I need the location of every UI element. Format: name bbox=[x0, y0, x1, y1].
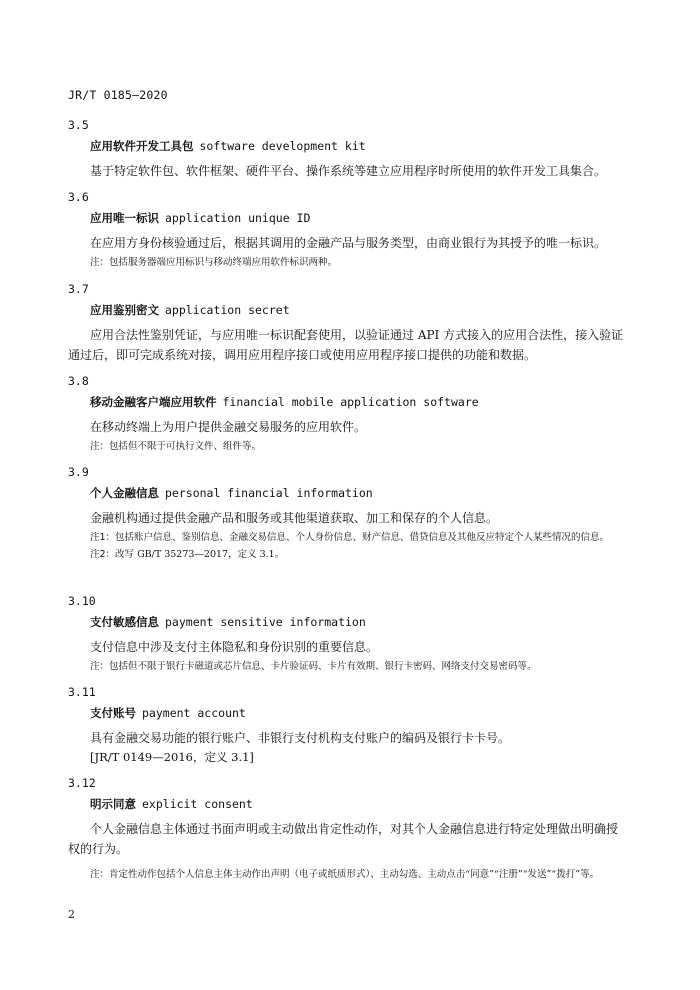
clause-number: 3.9 bbox=[68, 465, 89, 479]
term-zh: 应用唯一标识 bbox=[90, 211, 159, 225]
term-en: software development kit bbox=[199, 139, 366, 153]
clause-number: 3.11 bbox=[68, 685, 96, 699]
page-number: 2 bbox=[68, 908, 75, 921]
term-en: personal financial information bbox=[165, 486, 373, 500]
term-en: application unique ID bbox=[165, 211, 311, 225]
term-entry-3-5 bbox=[68, 116, 628, 181]
term-definition: 个人金融信息主体通过书面声明或主动做出肯定性动作，对其个人金融信息进行特定处理做出明确授权的行为。 bbox=[68, 822, 619, 856]
term-note-1 bbox=[68, 530, 628, 545]
term-definition: 金融机构通过提供金融产品和服务或其他渠道获取、加工和保存的个人信息。 bbox=[90, 511, 499, 525]
note-label: 注： bbox=[90, 257, 110, 268]
term-note-2 bbox=[68, 547, 628, 562]
term-definition: 具有金融交易功能的银行账户、非银行支付机构支付账户的编码及银行卡卡号。 bbox=[90, 731, 511, 745]
term-note bbox=[68, 659, 628, 674]
term-zh: 支付账号 bbox=[90, 706, 136, 720]
term-title bbox=[90, 209, 628, 227]
term-title bbox=[90, 301, 628, 319]
term-en: application secret bbox=[165, 303, 290, 317]
note-text: 包括但不限于银行卡磁道或芯片信息、卡片验证码、卡片有效期、银行卡密码、网络支付交易密码等。 bbox=[109, 661, 537, 672]
term-en: payment account bbox=[142, 706, 246, 720]
term-zh: 移动金融客户端应用软件 bbox=[90, 395, 217, 409]
term-note bbox=[68, 255, 628, 270]
term-title bbox=[90, 137, 628, 155]
term-en: financial mobile application software bbox=[222, 395, 479, 409]
term-zh: 应用软件开发工具包 bbox=[90, 139, 194, 153]
note-text: 改写 GB/T 35273—2017，定义 3.1。 bbox=[115, 549, 285, 560]
term-entry-3-10 bbox=[68, 592, 628, 674]
term-title bbox=[90, 613, 628, 631]
term-zh: 支付敏感信息 bbox=[90, 615, 159, 629]
clause-number: 3.8 bbox=[68, 374, 89, 388]
note-text: 包括但不限于可执行文件、组件等。 bbox=[109, 441, 262, 452]
term-definition: 支付信息中涉及支付主体隐私和身份识别的重要信息。 bbox=[90, 640, 379, 654]
note-text: 包括服务器端应用标识与移动终端应用软件标识两种。 bbox=[109, 257, 338, 268]
standard-code: JR/T 0185—2020 bbox=[68, 88, 168, 102]
term-zh: 个人金融信息 bbox=[90, 486, 159, 500]
term-title bbox=[90, 704, 628, 722]
term-entry-3-7 bbox=[68, 280, 628, 365]
term-entry-3-9 bbox=[68, 463, 628, 562]
term-definition: 基于特定软件包、软件框架、硬件平台、操作系统等建立应用程序时所使用的软件开发工具集合。 bbox=[90, 164, 607, 178]
term-definition: 应用合法性鉴别凭证，与应用唯一标识配套使用，以验证通过 API 方式接入的应用合法性，接入验证通过后，即可完成系统对接，调用应用程序接口或使用应用程序接口提供的功能和数据。 bbox=[68, 328, 624, 362]
term-en: explicit consent bbox=[142, 797, 253, 811]
term-note bbox=[68, 439, 628, 454]
term-entry-3-6 bbox=[68, 188, 628, 270]
term-zh: 明示同意 bbox=[90, 797, 136, 811]
note-label: 注1： bbox=[90, 532, 116, 543]
term-title bbox=[90, 484, 628, 502]
note-text: 包括账户信息、鉴别信息、金融交易信息、个人身份信息、财产信息、借贷信息及其他反应特定个人某些情况的信息。 bbox=[115, 532, 610, 543]
term-title bbox=[90, 393, 628, 411]
clause-number: 3.10 bbox=[68, 594, 96, 608]
clause-number: 3.5 bbox=[68, 118, 89, 132]
term-source: [JR/T 0149—2016，定义 3.1] bbox=[90, 750, 254, 764]
term-zh: 应用鉴别密文 bbox=[90, 303, 159, 317]
term-en: payment sensitive information bbox=[165, 615, 366, 629]
term-title bbox=[90, 795, 628, 813]
note-text: 肯定性动作包括个人信息主体主动作出声明（电子或纸质形式）、主动勾选、主动点击“同意”“注册”“发送”“拨打”等。 bbox=[109, 869, 600, 880]
note-label: 注： bbox=[90, 661, 110, 672]
term-entry-3-8 bbox=[68, 372, 628, 454]
term-entry-3-12 bbox=[68, 774, 628, 882]
term-note bbox=[68, 867, 628, 882]
note-label: 注2： bbox=[90, 549, 116, 560]
term-definition: 在移动终端上为用户提供金融交易服务的应用软件。 bbox=[90, 420, 367, 434]
term-entry-3-11 bbox=[68, 683, 628, 766]
note-label: 注： bbox=[90, 441, 110, 452]
clause-number: 3.7 bbox=[68, 282, 89, 296]
term-definition: 在应用方身份核验通过后，根据其调用的金融产品与服务类型，由商业银行为其授予的唯一标识。 bbox=[90, 236, 607, 250]
clause-number: 3.12 bbox=[68, 776, 96, 790]
note-label: 注： bbox=[90, 869, 110, 880]
clause-number: 3.6 bbox=[68, 190, 89, 204]
